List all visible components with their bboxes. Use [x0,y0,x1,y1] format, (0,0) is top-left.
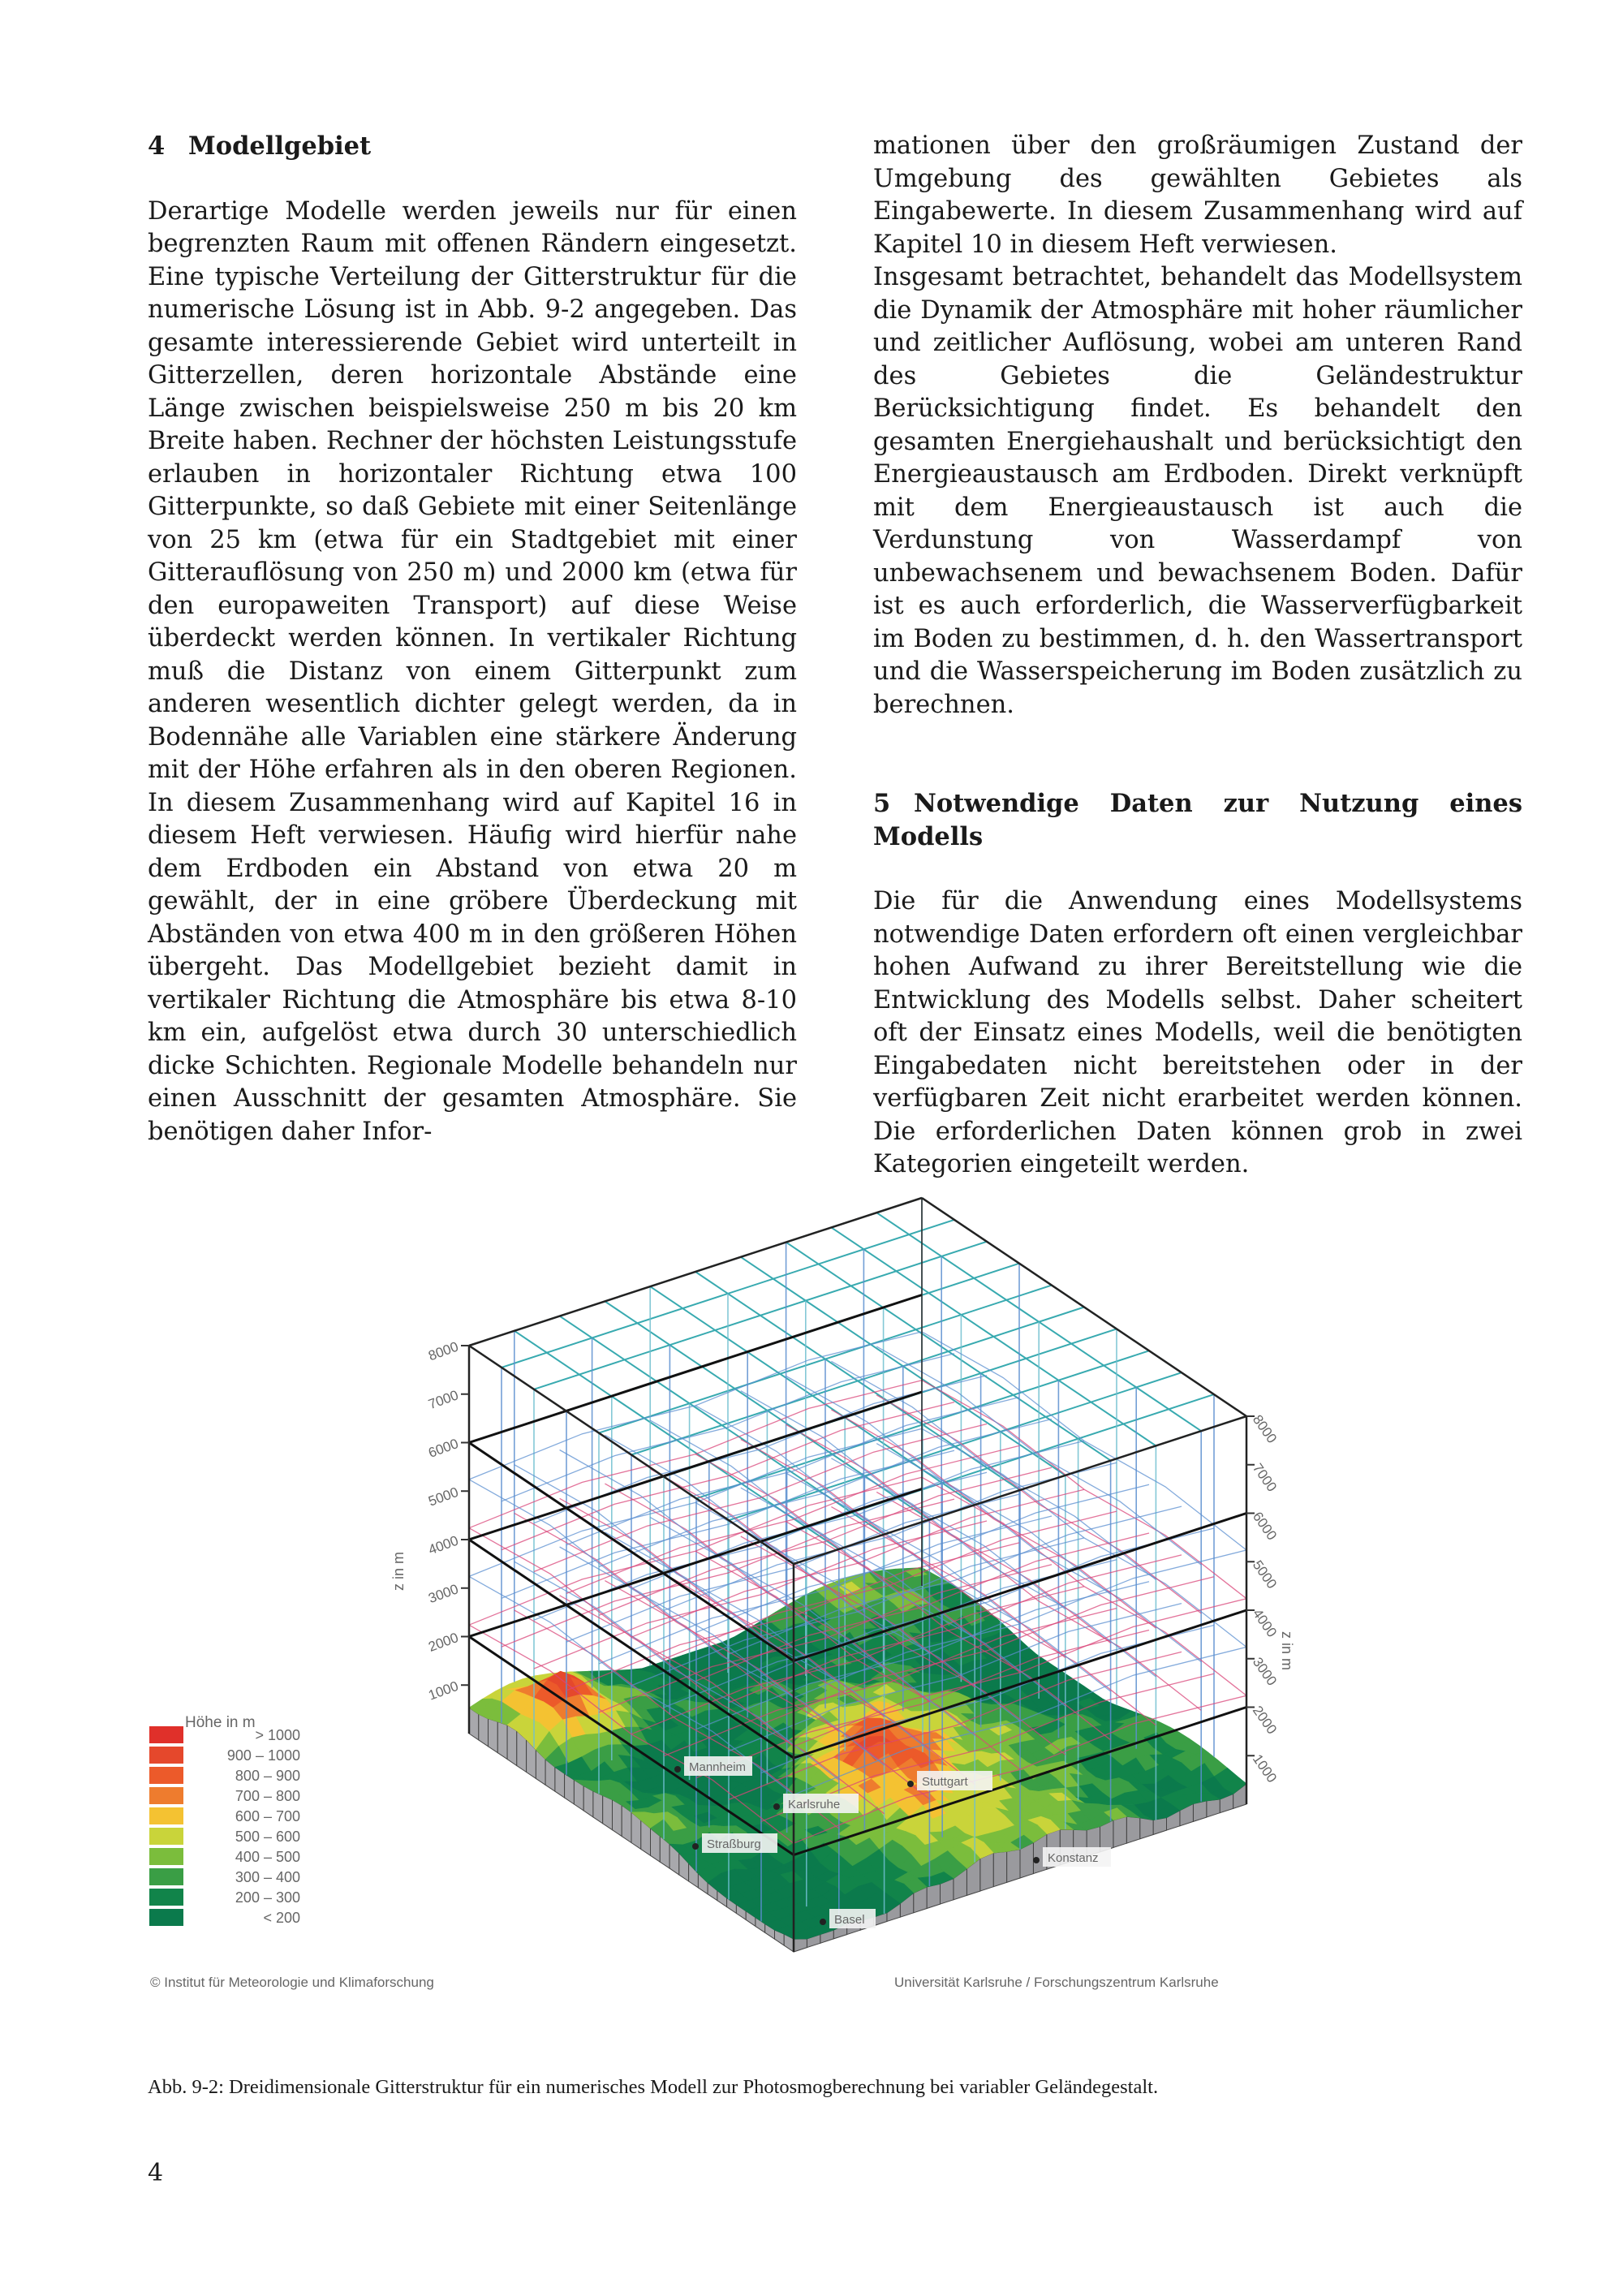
z-tick-label: 6000 [426,1436,461,1461]
legend-label: 900 – 1000 [226,1747,300,1764]
figure-caption: Abb. 9-2: Dreidimensionale Gitterstruktur für ein numerisches Modell zur Photosmogberechnung bei variabler Geländegestalt. [148,2076,1159,2098]
terrain-skirt [603,1795,613,1829]
z-tick-label: 2000 [1249,1703,1281,1738]
page-number: 4 [148,2159,164,2187]
legend-swatch [149,1726,183,1743]
z-tick-label: 3000 [426,1581,461,1607]
legend-swatch [149,1767,183,1784]
legend-swatch [149,1909,183,1926]
city-label: Basel [834,1913,865,1927]
z-tick-label: 1000 [426,1678,461,1704]
legend-swatch [149,1807,183,1824]
right-axis-label: z in m [1279,1631,1295,1671]
z-tick-label: 4000 [1249,1605,1281,1640]
credit-institute: © Institut für Meteorologie und Klimaforschung [150,1975,434,1990]
terrain-skirt [1153,1818,1166,1835]
legend-label: 700 – 800 [235,1788,300,1804]
terrain-skirt [794,1939,807,1952]
z-tick-label: 3000 [1249,1654,1281,1689]
legend-swatch [149,1828,183,1845]
city-marker [692,1843,699,1850]
legend-label: > 1000 [255,1727,300,1743]
top-grid-line [631,1307,1084,1455]
terrain-skirt [1207,1799,1220,1817]
terrain-skirt [1113,1816,1126,1847]
z-tick-label: 8000 [426,1338,461,1364]
right-column [873,130,1522,1182]
section-5-paragraph: Die für die Anwendung eines Modellsystems notwendige Daten erfordern oft einen vergleichbar hohen Aufwand zu ihrer Bereitstellung wie die Entwicklung des Modells selbst. Daher scheitert oft der Einsatz eines Modells, weil die benötigten Eingabedaten nicht bereitstehen oder in der verfügbaren Zeit nicht erarbeitet werden können. Die erforderlichen Daten können grob in zwei Kategorien eingeteilt werden. [873,887,1522,1178]
left-column [148,130,797,1148]
section-4-paragraph-2: Insgesamt betrachtet, behandelt das Modellsystem die Dynamik der Atmosphäre mit hoher räumlicher und zeitlicher Auflösung, wobei am unteren Rand des Gebietes die Geländestruktur Berücksichtigung findet. Es behandelt den gesamten Energiehaushalt und berücksichtigt den Energieaustausch am Erdboden. Direkt verknüpft mit dem Energieaustausch ist auch die Verdunstung von Wasserdampf von unbewachsenem und bewachsenem Boden. Dafür ist es auch erforderlich, die Wasserverfügbarkeit im Boden zu bestimmen, d. h. den Wassertransport und die Wasserspeicherung im Boden zusätzlich zu berechnen. [873,263,1522,719]
legend-swatch [149,1889,183,1906]
box-edge [922,1198,1246,1416]
city-marker [907,1781,914,1787]
legend-label: < 200 [263,1910,300,1926]
terrain-skirt [613,1800,622,1837]
section-5-heading: 5 Notwendige Daten zur Nutzung eines Modells [873,789,1522,851]
credit-university: Universität Karlsruhe / Forschungszentrum Karlsruhe [894,1975,1219,1990]
section-4-heading: 4 Modellgebiet [148,131,372,161]
city-label: Straßburg [707,1837,761,1851]
terrain-skirt [993,1851,1006,1886]
z-tick-label: 6000 [1249,1509,1281,1544]
layer-grid-line [631,1441,1084,1588]
city-marker [674,1766,681,1773]
z-tick-label: 8000 [1249,1411,1281,1446]
legend-label: 300 – 400 [235,1869,300,1885]
z-tick-label: 7000 [426,1387,461,1413]
city-marker [773,1803,780,1810]
terrain-skirt [1126,1816,1139,1843]
terrain-skirt [497,1721,507,1759]
layer-grid-line [566,1398,1019,1545]
legend-swatch [149,1747,183,1764]
legend-label: 200 – 300 [235,1889,300,1906]
terrain-skirt [980,1853,993,1891]
box-edge [469,1198,922,1346]
legend-label: 400 – 500 [235,1849,300,1865]
z-tick-label: 4000 [426,1532,461,1558]
terrain-skirt [507,1725,517,1766]
z-tick-label: 5000 [426,1484,461,1510]
z-tick-label: 7000 [1249,1460,1281,1495]
z-tick-label: 2000 [426,1630,461,1655]
terrain-skirt [1193,1801,1206,1822]
section-4-paragraph-continued: mationen über den großräumigen Zustand der Umgebung des gewählten Gebietes als Eingabewerte. In diesem Zusammenhang wird auf Kapitel 10 in diesem Heft verwiesen. [873,131,1522,259]
grid-structure-figure [122,1169,1542,2045]
z-tick-label: 5000 [1249,1557,1281,1592]
terrain-skirt [1007,1850,1020,1883]
legend-label: 800 – 900 [235,1768,300,1784]
legend-swatch [149,1868,183,1885]
city-label: Stuttgart [922,1775,968,1789]
top-grid-line [650,1286,975,1505]
left-z-axis [426,1339,469,1704]
height-legend [149,1714,300,1926]
legend-swatch [149,1787,183,1804]
legend-title: Höhe in m [185,1714,256,1731]
right-z-axis [1246,1412,1280,1786]
city-marker [820,1919,826,1925]
legend-label: 500 – 600 [235,1829,300,1845]
layer-grid-line [534,1376,987,1523]
terrain-skirt [479,1714,489,1747]
terrain-skirt [1140,1818,1153,1839]
terrain-skirt [489,1719,498,1753]
city-marker [1033,1857,1040,1863]
legend-swatch [149,1848,183,1865]
z-tick-label: 1000 [1249,1751,1281,1786]
terrain-skirt [927,1884,940,1908]
city-label: Karlsruhe [788,1798,841,1811]
legend-label: 600 – 700 [235,1808,300,1824]
left-axis-label: z in m [390,1551,407,1591]
section-4-paragraph: Derartige Modelle werden jeweils nur für einen begrenzten Raum mit offenen Rändern eingesetzt. Eine typische Verteilung der Gitterstruktur für die numerische Lösung ist in Abb. 9-2 angegeben. Das gesamte interessierende Gebiet wird unterteilt in Gitterzellen, deren horizontale Abstände eine Länge zwischen beispielsweise 250 m bis 20 km Breite haben. Rechner der höchsten Leistungsstufe erlauben in horizontaler Richtung etwa 100 Gitterpunkte, so daß Gebiete mit einer Seitenlänge von 25 km (etwa für ein Stadtgebiet mit einer Gitterauflösung von 250 m) und 2000 km (etwa für den europaweiten Transport) auf diese Weise überdeckt werden können. In vertikaler Richtung muß die Distanz von einem Gitterpunkt zum anderen wesentlich dichter gelegt werden, da in Bodennähe alle Variablen eine stärkere Änderung mit der Höhe erfahren als in den oberen Regionen. In diesem Zusammenhang wird auf Kapitel 16 in diesem Heft verwiesen. Häufig wird hierfür nahe dem Erdboden ein Abstand von etwa 20 m gewählt, der in eine gröbere Überdeckung mit Abständen von etwa 400 m in den größeren Höhen übergeht. Das Modellgebiet bezieht damit in vertikaler Richtung die Atmosphäre bis etwa 8-10 km ein, aufgelöst etwa durch 30 unterschiedlich dicke Schichten. Regionale Modelle behandeln nur einen Ausschnitt der gesamten Atmosphäre. Sie benötigen daher Infor- [148,196,797,1146]
city-label: Konstanz [1048,1851,1099,1865]
city-label: Mannheim [689,1760,747,1774]
top-grid-line [560,1316,885,1535]
terrain-skirt [593,1791,603,1824]
